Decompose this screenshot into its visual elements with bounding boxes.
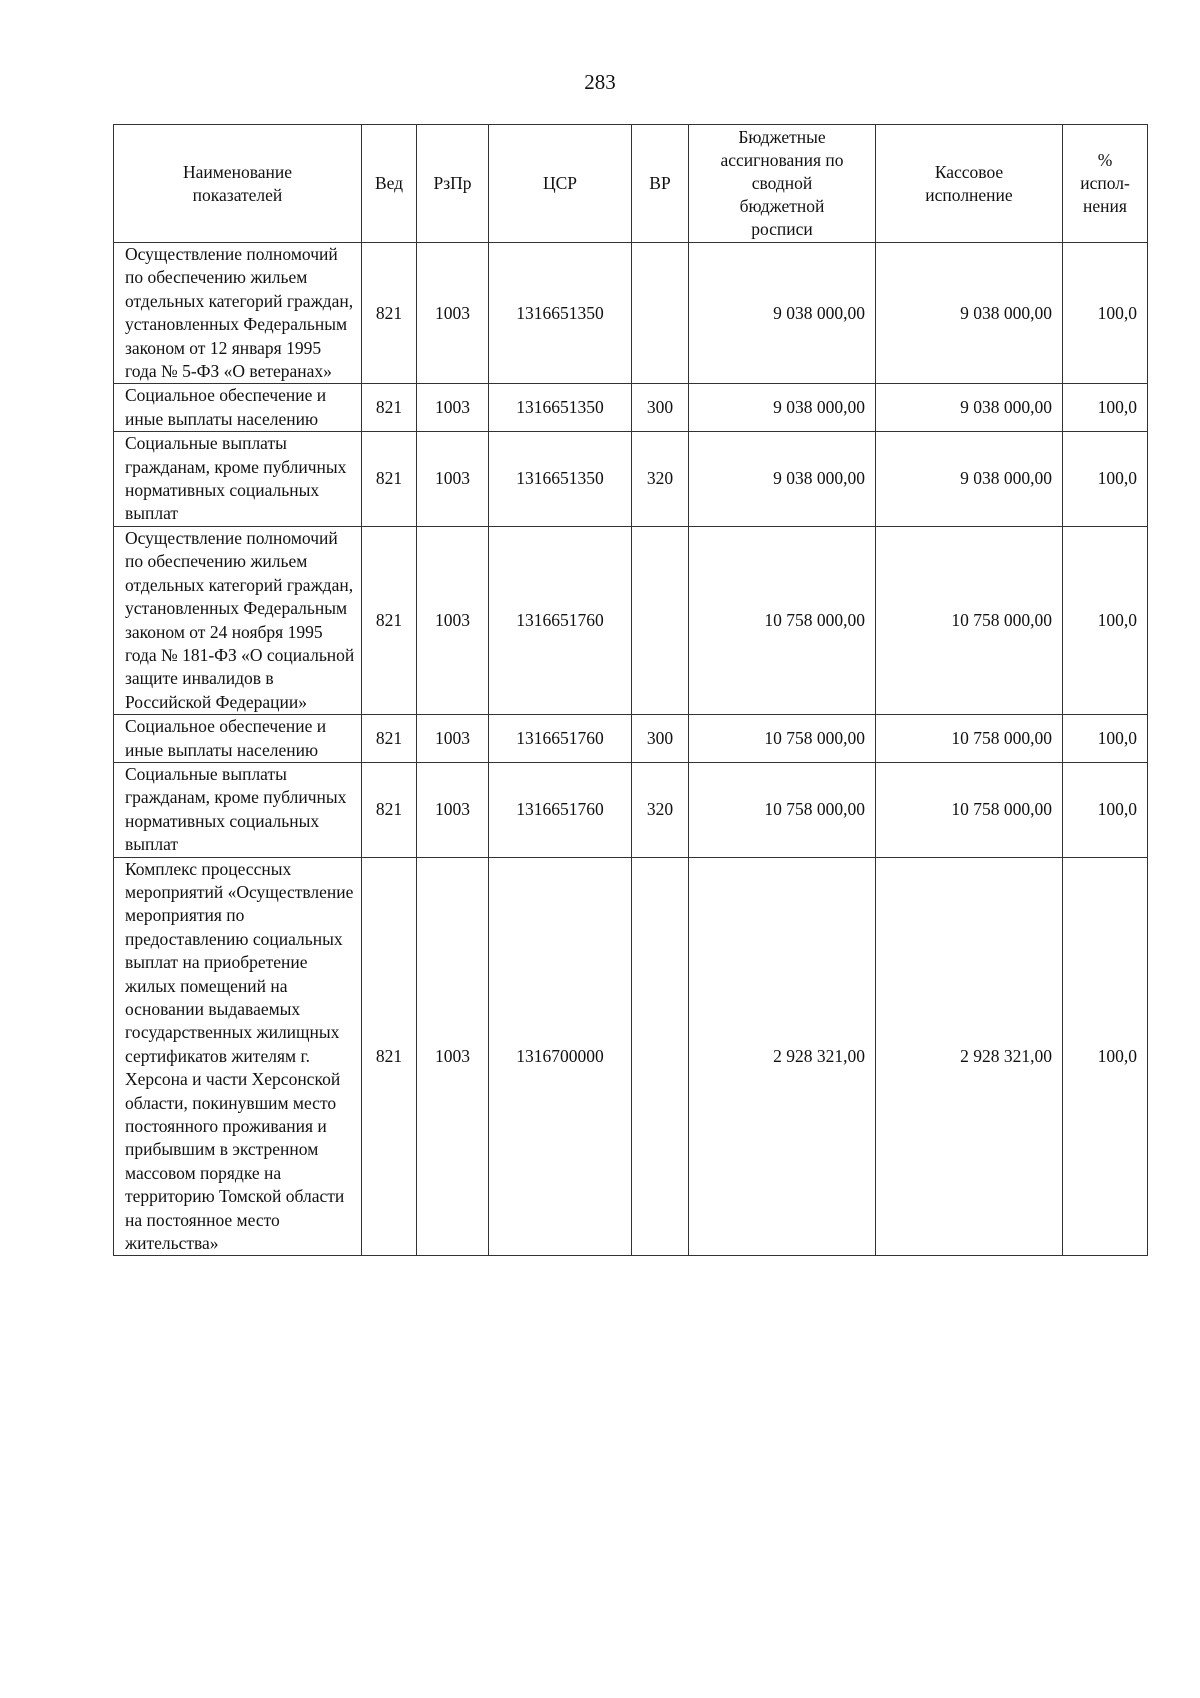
row-assignments: 10 758 000,00 xyxy=(689,762,876,857)
header-assignments: Бюджетные ассигнования по сводной бюджетной росписи xyxy=(689,125,876,243)
row-percent: 100,0 xyxy=(1063,243,1148,384)
row-percent: 100,0 xyxy=(1063,857,1148,1256)
table-header-row xyxy=(114,125,1148,243)
row-ved: 821 xyxy=(362,857,417,1256)
table-row xyxy=(114,526,1148,714)
row-rzpr: 1003 xyxy=(417,384,489,432)
header-ved: Вед xyxy=(362,125,417,243)
row-csr: 1316700000 xyxy=(489,857,632,1256)
row-ved: 821 xyxy=(362,432,417,527)
row-assignments: 10 758 000,00 xyxy=(689,715,876,763)
row-percent: 100,0 xyxy=(1063,526,1148,714)
header-csr: ЦСР xyxy=(489,125,632,243)
header-cash-execution: Кассовое исполнение xyxy=(876,125,1063,243)
row-csr: 1316651350 xyxy=(489,432,632,527)
row-percent: 100,0 xyxy=(1063,715,1148,763)
table-row xyxy=(114,715,1148,763)
row-vr xyxy=(632,243,689,384)
row-csr: 1316651350 xyxy=(489,384,632,432)
row-rzpr: 1003 xyxy=(417,432,489,527)
row-ved: 821 xyxy=(362,384,417,432)
row-rzpr: 1003 xyxy=(417,762,489,857)
row-percent: 100,0 xyxy=(1063,762,1148,857)
budget-execution-table xyxy=(113,124,1148,1256)
row-name: Осуществление полномочий по обеспечению жильем отдельных категорий граждан, установленных Федеральным законом от 24 ноября 1995 года № 181-ФЗ «О социальной защите инвалидов в Российской Федерации» xyxy=(114,526,362,714)
row-csr: 1316651760 xyxy=(489,715,632,763)
row-cash-execution: 9 038 000,00 xyxy=(876,384,1063,432)
header-rzpr: РзПр xyxy=(417,125,489,243)
row-assignments: 9 038 000,00 xyxy=(689,243,876,384)
row-vr: 320 xyxy=(632,762,689,857)
row-name: Социальные выплаты гражданам, кроме публичных нормативных социальных выплат xyxy=(114,762,362,857)
header-name: Наименование показателей xyxy=(114,125,362,243)
row-rzpr: 1003 xyxy=(417,243,489,384)
row-csr: 1316651760 xyxy=(489,762,632,857)
row-name: Осуществление полномочий по обеспечению жильем отдельных категорий граждан, установленных Федеральным законом от 12 января 1995 года № 5-ФЗ «О ветеранах» xyxy=(114,243,362,384)
row-cash-execution: 10 758 000,00 xyxy=(876,762,1063,857)
row-assignments: 9 038 000,00 xyxy=(689,384,876,432)
row-ved: 821 xyxy=(362,715,417,763)
row-cash-execution: 10 758 000,00 xyxy=(876,526,1063,714)
table-row xyxy=(114,432,1148,527)
row-name: Социальное обеспечение и иные выплаты населению xyxy=(114,715,362,763)
row-csr: 1316651350 xyxy=(489,243,632,384)
row-rzpr: 1003 xyxy=(417,526,489,714)
table-row xyxy=(114,857,1148,1256)
row-vr: 300 xyxy=(632,715,689,763)
header-percent: % испол-нения xyxy=(1063,125,1148,243)
header-vr: ВР xyxy=(632,125,689,243)
row-vr xyxy=(632,857,689,1256)
row-cash-execution: 2 928 321,00 xyxy=(876,857,1063,1256)
table-row xyxy=(114,384,1148,432)
row-ved: 821 xyxy=(362,243,417,384)
row-csr: 1316651760 xyxy=(489,526,632,714)
row-assignments: 9 038 000,00 xyxy=(689,432,876,527)
row-percent: 100,0 xyxy=(1063,384,1148,432)
row-vr xyxy=(632,526,689,714)
row-vr: 320 xyxy=(632,432,689,527)
row-assignments: 2 928 321,00 xyxy=(689,857,876,1256)
page-number: 283 xyxy=(584,70,616,94)
row-rzpr: 1003 xyxy=(417,715,489,763)
row-vr: 300 xyxy=(632,384,689,432)
row-cash-execution: 9 038 000,00 xyxy=(876,243,1063,384)
row-assignments: 10 758 000,00 xyxy=(689,526,876,714)
row-cash-execution: 10 758 000,00 xyxy=(876,715,1063,763)
table-row xyxy=(114,762,1148,857)
row-name: Социальное обеспечение и иные выплаты населению xyxy=(114,384,362,432)
table-row xyxy=(114,243,1148,384)
row-cash-execution: 9 038 000,00 xyxy=(876,432,1063,527)
row-ved: 821 xyxy=(362,526,417,714)
row-name: Комплекс процессных мероприятий «Осуществление мероприятия по предоставлению социальных выплат на приобретение жилых помещений на основании выдаваемых государственных жилищных сертификатов жителям г. Херсона и части Херсонской области, покинувшим место постоянного проживания и прибывшим в экстренном массовом порядке на территорию Томской области на постоянное место жительства» xyxy=(114,857,362,1256)
row-percent: 100,0 xyxy=(1063,432,1148,527)
row-ved: 821 xyxy=(362,762,417,857)
row-name: Социальные выплаты гражданам, кроме публичных нормативных социальных выплат xyxy=(114,432,362,527)
row-rzpr: 1003 xyxy=(417,857,489,1256)
